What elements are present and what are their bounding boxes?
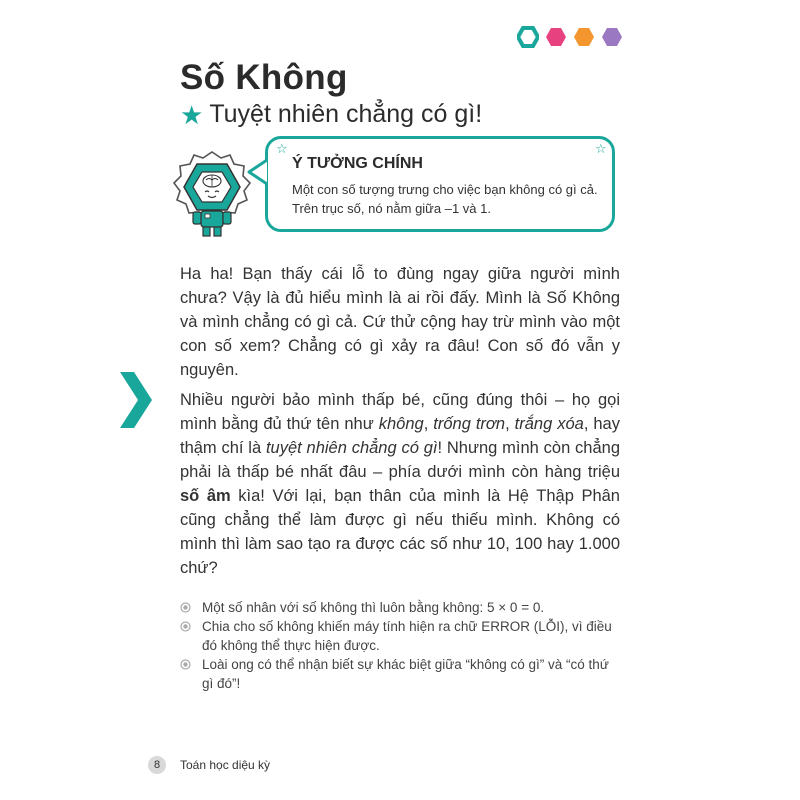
- emphasis-tuyet-nhien: tuyệt nhiên chẳng có gì: [265, 439, 438, 457]
- list-item: Loài ong có thể nhận biết sự khác biệt giữa “không có gì” và “có thứ gì đó”!: [180, 655, 620, 693]
- subtitle-text: Tuyệt nhiên chẳng có gì!: [209, 100, 483, 128]
- bold-so-am: số âm: [180, 487, 231, 505]
- pink-hexagon-icon: [545, 26, 567, 48]
- emphasis-khong: không: [378, 415, 424, 433]
- body-paragraph-1: Ha ha! Bạn thấy cái lỗ to đùng ngay giữa người mình chưa? Vậy là đủ hiểu mình là ai rồi đấy. Mình là Số Không và mình chẳng có gì cả. Cứ thử cộng hay trừ mình vào một con số xem? Chẳng có gì xảy ra đâu! Con số đó vẫn y nguyên.: [180, 265, 620, 379]
- page-title: Số Không: [180, 58, 348, 97]
- idea-star-right-icon: ☆: [595, 141, 607, 156]
- emphasis-trang-xoa: trắng xóa: [514, 415, 584, 433]
- fact-list: [180, 598, 620, 693]
- bullet-circle-icon: [180, 602, 191, 613]
- speech-pointer-icon: [247, 158, 269, 186]
- main-idea-text: Một con số tượng trưng cho việc bạn không có gì cả. Trên trục số, nó nằm giữa –1 và 1.: [292, 182, 598, 216]
- list-item: Chia cho số không khiến máy tính hiện ra chữ ERROR (LỖI), vì điều đó không thể thực hiện được.: [180, 617, 620, 655]
- decorative-hexagons: [517, 26, 623, 48]
- orange-hexagon-icon: [573, 26, 595, 48]
- book-title: Toán học diệu kỳ: [180, 758, 271, 772]
- body-paragraph-2: Nhiều người bảo mình thấp bé, cũng đúng thôi – họ gọi mình bằng đủ thứ tên như không, trống trơn, trắng xóa, hay thậm chí là tuyệt nhiên chẳng có gì! Nhưng mình còn chẳng phải là thấp bé nhất đâu – phía dưới mình còn hàng triệu số âm kìa! Với lại, bạn thân của mình là Hệ Thập Phân cũng chẳng thể làm được gì nếu thiếu mình. Không có mình thì làm sao tạo ra được các số như 10, 100 hay 1.000 chứ?: [180, 391, 621, 577]
- list-item: Một số nhân với số không thì luôn bằng không: 5 × 0 = 0.: [180, 598, 620, 617]
- page-footer: [148, 756, 270, 774]
- teal-hexagon-icon: [517, 26, 539, 48]
- idea-star-left-icon: ☆: [276, 141, 288, 156]
- zero-mascot-icon: [172, 150, 252, 240]
- main-idea-title: Ý TƯỞNG CHÍNH: [292, 155, 423, 172]
- page-number: 8: [148, 756, 166, 774]
- emphasis-trong-tron: trống trơn: [433, 415, 506, 433]
- bullet-circle-icon: [180, 659, 191, 670]
- chevron-right-icon: [118, 370, 154, 430]
- purple-hexagon-icon: [601, 26, 623, 48]
- star-icon: ★: [180, 99, 204, 130]
- bullet-circle-icon: [180, 621, 191, 632]
- page-subtitle: [180, 100, 482, 129]
